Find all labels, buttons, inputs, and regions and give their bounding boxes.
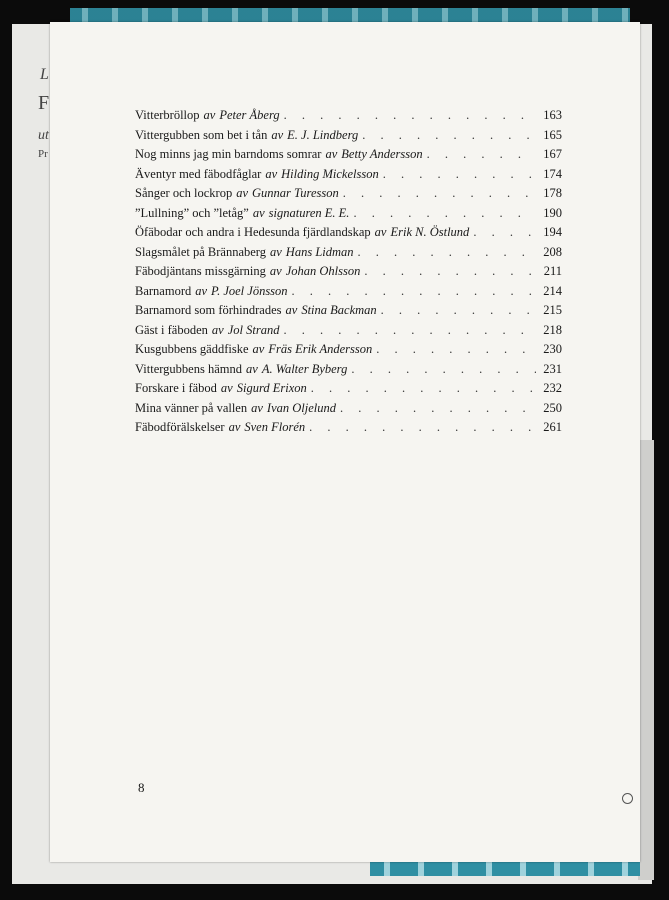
toc-entry-page: 194 bbox=[543, 225, 562, 239]
toc-entry-author: Erik N. Östlund bbox=[390, 225, 470, 239]
toc-entry-title: Fäbodförälskelser bbox=[135, 420, 225, 434]
back-page-fragment: F bbox=[38, 92, 50, 114]
toc-entry-heading bbox=[135, 262, 360, 282]
toc-entry-av: av bbox=[220, 381, 233, 395]
toc-leader-dots bbox=[383, 165, 536, 185]
toc-entry-page: 163 bbox=[543, 108, 562, 122]
toc-entry bbox=[135, 145, 562, 165]
toc-leader-dots bbox=[311, 379, 536, 399]
toc-entry-author: Johan Ohlsson bbox=[285, 264, 361, 278]
table-of-contents bbox=[135, 106, 562, 438]
toc-leader-dots bbox=[284, 106, 536, 126]
toc-leader-dots bbox=[358, 243, 536, 263]
toc-entry-av: av bbox=[374, 225, 387, 239]
toc-entry-av: av bbox=[252, 342, 265, 356]
toc-entry-author: Hilding Mickelsson bbox=[281, 166, 379, 181]
toc-entry-page: 261 bbox=[543, 420, 562, 434]
toc-leader-dots bbox=[364, 262, 536, 282]
toc-entry-title: Vitterbröllop bbox=[135, 108, 200, 122]
toc-leader-dots bbox=[351, 360, 536, 380]
toc-entry-title: Vittergubbens hämnd bbox=[135, 361, 242, 376]
toc-entry-title: ”Lullning” och ”letåg” bbox=[135, 205, 249, 220]
toc-entry-av: av bbox=[252, 205, 265, 220]
toc-leader-dots bbox=[376, 340, 536, 360]
toc-entry-av: av bbox=[265, 166, 278, 181]
toc-entry-av: av bbox=[236, 186, 249, 200]
toc-entry-page: 250 bbox=[543, 400, 562, 415]
toc-entry-heading bbox=[135, 282, 288, 302]
toc-entry-page: 208 bbox=[543, 244, 562, 259]
toc-entry-title: Barnamord som förhindrades bbox=[135, 303, 282, 317]
toc-leader-dots bbox=[473, 223, 536, 243]
toc-entry-av: av bbox=[285, 303, 298, 317]
toc-leader-dots bbox=[292, 282, 536, 302]
toc-entry bbox=[135, 106, 562, 126]
toc-entry-av: av bbox=[271, 127, 284, 142]
toc-entry-title: Gäst i fäboden bbox=[135, 322, 208, 337]
toc-entry-title: Nog minns jag min barndoms somrar bbox=[135, 147, 322, 161]
toc-entry-page: 232 bbox=[543, 381, 562, 395]
toc-entry bbox=[135, 340, 562, 360]
toc-entry-av: av bbox=[246, 361, 258, 376]
toc-entry bbox=[135, 184, 562, 204]
toc-entry-av: av bbox=[203, 108, 216, 122]
toc-entry-page: 214 bbox=[543, 283, 562, 298]
toc-entry-av: av bbox=[195, 283, 208, 298]
toc-entry-heading bbox=[135, 165, 379, 185]
toc-entry-heading bbox=[135, 184, 339, 204]
toc-entry-page: 230 bbox=[543, 342, 562, 356]
toc-entry-page: 211 bbox=[543, 264, 562, 278]
toc-leader-dots bbox=[427, 145, 536, 165]
toc-entry bbox=[135, 418, 562, 438]
toc-entry bbox=[135, 282, 562, 302]
ring-mark bbox=[622, 793, 633, 804]
book-edge bbox=[638, 440, 654, 880]
back-page-fragment: L bbox=[40, 66, 49, 83]
toc-entry bbox=[135, 223, 562, 243]
toc-entry-title: Äventyr med fäbodfåglar bbox=[135, 166, 262, 181]
toc-entry-author: E. J. Lindberg bbox=[287, 127, 359, 142]
toc-entry-heading bbox=[135, 243, 354, 263]
toc-entry-heading bbox=[135, 360, 347, 380]
toc-entry-av: av bbox=[325, 147, 338, 161]
toc-entry-page: 218 bbox=[543, 322, 562, 337]
toc-entry bbox=[135, 204, 562, 224]
toc-entry-av: av bbox=[211, 322, 224, 337]
toc-entry-title: Vittergubben som bet i tån bbox=[135, 127, 268, 142]
toc-entry-av: av bbox=[269, 244, 282, 259]
toc-entry-title: Barnamord bbox=[135, 283, 192, 298]
toc-entry-page: 190 bbox=[543, 205, 562, 220]
back-page-fragment: Pr bbox=[38, 148, 48, 160]
toc-entry bbox=[135, 399, 562, 419]
toc-entry-page: 215 bbox=[543, 303, 562, 317]
toc-entry-author: Sigurd Erixon bbox=[236, 381, 307, 395]
toc-entry-av: av bbox=[251, 400, 263, 415]
toc-leader-dots bbox=[283, 321, 536, 341]
toc-entry-title: Sånger och lockrop bbox=[135, 186, 233, 200]
toc-entry-author: Peter Åberg bbox=[219, 108, 280, 122]
toc-entry-title: Slagsmålet på Brännaberg bbox=[135, 244, 266, 259]
toc-entry bbox=[135, 165, 562, 185]
toc-entry-page: 165 bbox=[543, 127, 562, 142]
toc-entry bbox=[135, 262, 562, 282]
toc-leader-dots bbox=[381, 301, 536, 321]
toc-entry-heading bbox=[135, 204, 349, 224]
page-number: 8 bbox=[138, 780, 145, 795]
toc-entry bbox=[135, 360, 562, 380]
toc-entry-av: av bbox=[269, 264, 282, 278]
toc-entry-page: 178 bbox=[543, 186, 562, 200]
toc-entry-heading bbox=[135, 223, 469, 243]
toc-leader-dots bbox=[353, 204, 536, 224]
toc-entry bbox=[135, 321, 562, 341]
toc-entry-heading bbox=[135, 379, 307, 399]
toc-entry-heading bbox=[135, 106, 280, 126]
toc-leader-dots bbox=[343, 184, 536, 204]
toc-entry-author: A. Walter Byberg bbox=[261, 361, 348, 376]
toc-entry-heading bbox=[135, 126, 358, 146]
toc-entry-author: Ivan Oljelund bbox=[266, 400, 337, 415]
toc-leader-dots bbox=[362, 126, 536, 146]
toc-leader-dots bbox=[309, 418, 536, 438]
toc-entry-heading bbox=[135, 399, 336, 419]
toc-entry-author: Gunnar Turesson bbox=[252, 186, 339, 200]
toc-entry-page: 231 bbox=[543, 361, 562, 376]
toc-entry-title: Fäbodjäntans missgärning bbox=[135, 264, 266, 278]
toc-entry-author: Jol Strand bbox=[227, 322, 280, 337]
toc-entry bbox=[135, 301, 562, 321]
toc-entry-title: Kusgubbens gäddfiske bbox=[135, 342, 249, 356]
back-page-fragment: ut bbox=[38, 128, 49, 143]
toc-entry-author: signaturen E. E. bbox=[268, 205, 350, 220]
toc-entry-av: av bbox=[228, 420, 241, 434]
toc-entry bbox=[135, 126, 562, 146]
toc-entry-author: Betty Andersson bbox=[341, 147, 423, 161]
toc-entry-heading bbox=[135, 340, 372, 360]
toc-entry-heading bbox=[135, 301, 377, 321]
toc-entry-heading bbox=[135, 321, 279, 341]
toc-entry-author: Sven Florén bbox=[244, 420, 306, 434]
toc-leader-dots bbox=[340, 399, 536, 419]
toc-entry-heading bbox=[135, 145, 423, 165]
toc-entry-title: Forskare i fäbod bbox=[135, 381, 217, 395]
toc-entry-title: Mina vänner på vallen bbox=[135, 400, 248, 415]
toc-entry-page: 174 bbox=[543, 166, 562, 181]
toc-entry-page: 167 bbox=[543, 147, 562, 161]
toc-entry bbox=[135, 243, 562, 263]
toc-entry bbox=[135, 379, 562, 399]
toc-entry-author: Stina Backman bbox=[301, 303, 377, 317]
toc-entry-author: Fräs Erik Andersson bbox=[268, 342, 373, 356]
toc-entry-author: Hans Lidman bbox=[285, 244, 354, 259]
toc-entry-title: Öfäbodar och andra i Hedesunda fjärdlandskap bbox=[135, 225, 371, 239]
toc-entry-heading bbox=[135, 418, 305, 438]
toc-entry-author: P. Joel Jönsson bbox=[211, 283, 288, 298]
